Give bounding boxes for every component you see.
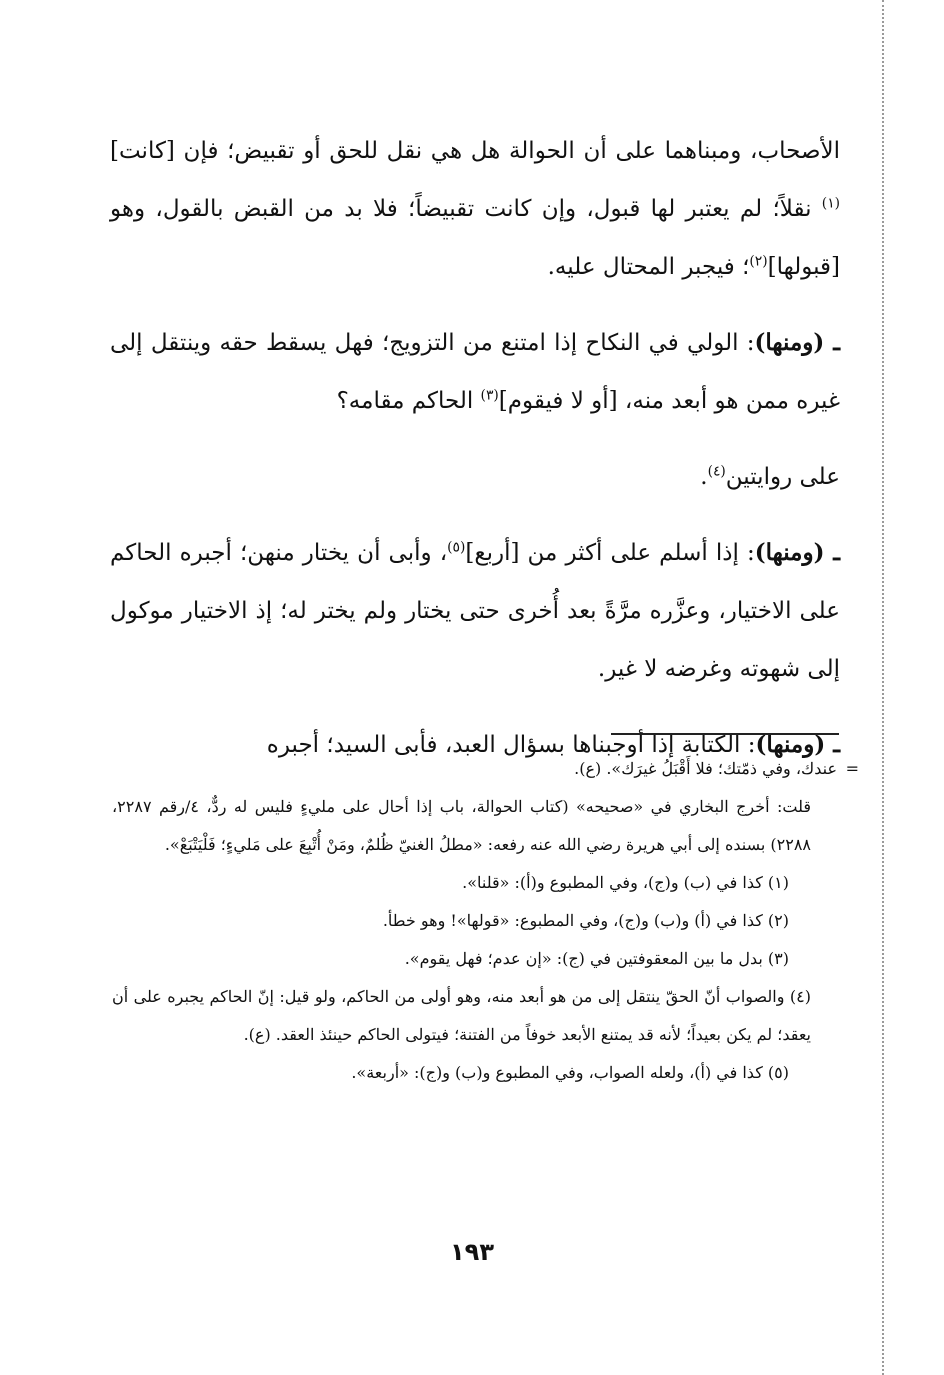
paragraph-text: نقلاً؛ لم يعتبر لها قبول، وإن كانت تقبيضاً؛ فلا بد من القبض بالقول، وهو [قبولها] — [110, 196, 840, 280]
footnote-continuation — [112, 750, 859, 788]
paragraph-text: الحاكم مقامه؟ — [336, 388, 481, 414]
footnote-text: عندك، وفي ذمّتك؛ فلا أَقْبَلُ غيرَك». (ع). — [574, 759, 837, 778]
page-number: ١٩٣ — [450, 1238, 494, 1266]
paragraph-text: على روايتين — [725, 464, 840, 490]
footnote-ref: (٣) — [480, 387, 499, 404]
scan-edge-dotted-line — [882, 0, 884, 1375]
paragraph-text: . — [700, 464, 708, 490]
footnote: (٢) كذا في (أ) و(ب) و(ج)، وفي المطبوع: «قولها»! وهو خطأ. — [382, 911, 789, 930]
paragraph — [110, 448, 840, 506]
paragraph-text: ؛ فيجبر المحتال عليه. — [547, 254, 750, 280]
paragraph — [110, 122, 840, 296]
footnote: (٥) كذا في (أ)، ولعله الصواب، وفي المطبوع و(ب) و(ج): «أربعة». — [351, 1063, 789, 1082]
paragraph-text: الأصحاب، ومبناهما على أن الحوالة هل هي نقل للحق أو تقبيض؛ فإن [كانت] — [110, 138, 840, 164]
paragraph-text: : الولي في النكاح إذا امتنع من التزويج؛ فهل يسقط حقه وينتقل إلى غيره ممن هو أبعد منه، [أو لا فيقوم] — [110, 330, 840, 414]
paragraph-text: : إذا أسلم على أكثر من [أربع] — [465, 540, 755, 566]
footnote-ref: (٢) — [749, 253, 768, 270]
footnotes — [112, 750, 859, 1092]
footnote: (١) كذا في (ب) و(ج)، وفي المطبوع و(أ): «قلنا». — [462, 873, 789, 892]
footnote: (٣) بدل ما بين المعقوفتين في (ج): «إن عدم؛ فهل يقوم». — [404, 949, 789, 968]
continuation-mark: = — [845, 759, 859, 778]
paragraph — [110, 524, 840, 698]
paragraph-label: ـ (ومنها) — [755, 731, 840, 758]
paragraph-text: ، وأبى أن يختار منهن؛ أجبره الحاكم على الاختيار، وعزَّره مرَّةً بعد أُخرى حتى يختار ولم يختر له؛ إذ الاختيار موكول إلى شهوته وغرضه لا غير. — [110, 540, 840, 682]
footnote: (٤) والصواب أنّ الحقّ ينتقل إلى من هو أبعد منه، وهو أولى من الحاكم، ولو قيل: إنّ الحاكم يجبره على أن يعقد؛ لم يكن بعيداً؛ لأنه قد يمتنع الأبعد خوفاً من الفتنة؛ فيتولى الحاكم حينئذ العقد. (ع). — [112, 987, 811, 1044]
paragraph-text: : الكتابة إذا أوجبناها بسؤال العبد، فأبى السيد؛ أجبره — [266, 732, 756, 758]
main-text — [110, 122, 840, 792]
footnote-separator — [611, 733, 839, 735]
footnote-ref: (١) — [821, 195, 840, 212]
footnote-ref: (٤) — [707, 463, 726, 480]
paragraph-label: ـ (ومنها) — [754, 329, 840, 356]
paragraph-label: ـ (ومنها) — [754, 539, 840, 566]
footnote-ref: (٥) — [447, 539, 466, 556]
paragraph — [110, 314, 840, 430]
footnote-qult: قلت: أخرج البخاري في «صحيحه» (كتاب الحوالة، باب إذا أحال على مليءٍ فليس له ردٌّ، ٤/رقم ٢٢٨٧، ٢٢٨٨) بسنده إلى أبي هريرة رضي الله عنه رفعه: «مطلُ الغنيّ ظُلمٌ، ومَنْ أُتْبِعَ على مَليءٍ؛ فَلْيَتْبَعْ». — [112, 797, 812, 854]
